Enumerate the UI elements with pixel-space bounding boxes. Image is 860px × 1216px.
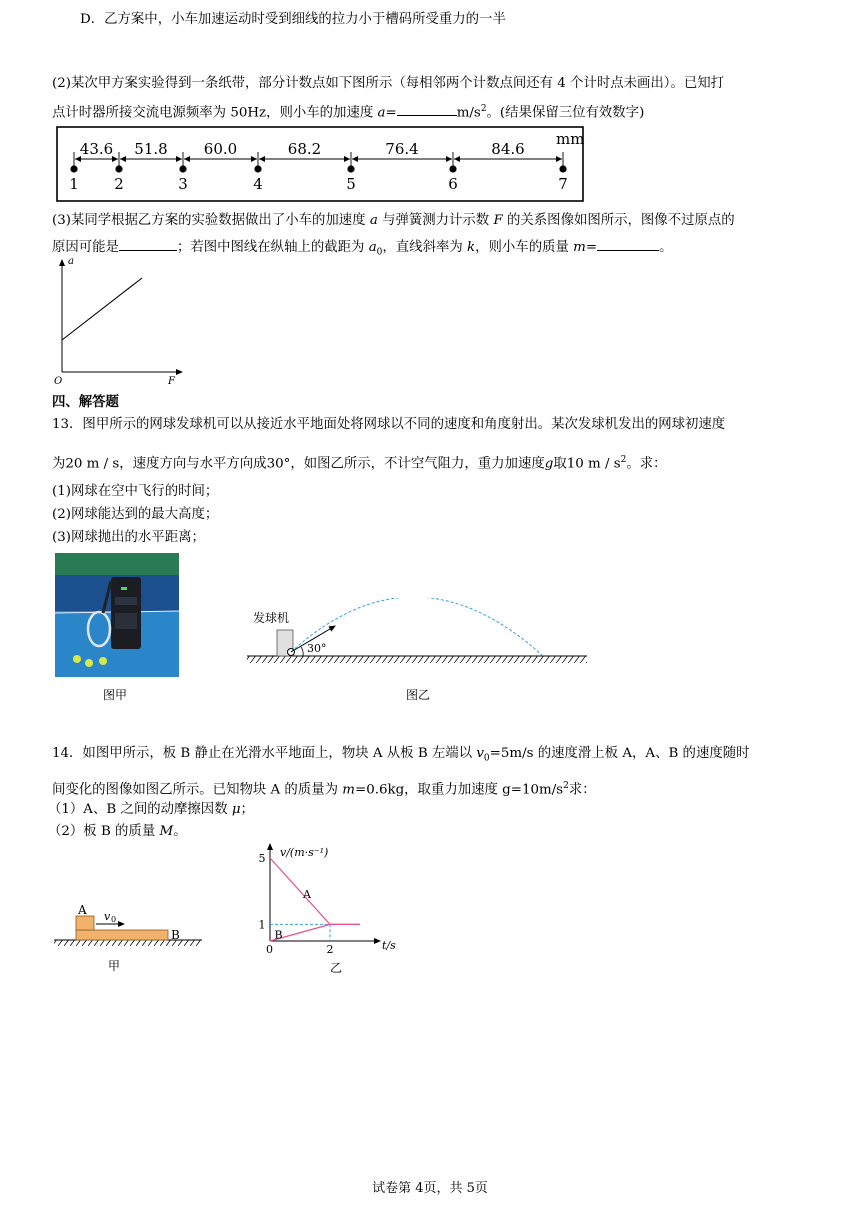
answer-blank-mass[interactable] (597, 236, 659, 251)
tape-point-label: 2 (114, 175, 124, 193)
tape-dot (70, 165, 77, 172)
q3-line2: 原因可能是 ；若图中图线在纵轴上的截距为 $a_0$，直线斜率为 k，则小车的质量 m= 。 (52, 236, 672, 263)
tape-dot (347, 165, 354, 172)
series-label-a: A (303, 887, 311, 901)
q13-line1: 13．图甲所示的网球发球机可以从接近水平地面处将网球以不同的速度和角度射出。某次发球机发出的网球初速度 (52, 417, 726, 432)
q13-line2: 为20 m / s，速度方向与水平方向成30°，如图乙所示，不计空气阻力，重力加速度g取10 m / $s^2$。求： (52, 455, 667, 472)
answer-blank-reason[interactable] (119, 236, 177, 251)
figure-yi-caption: 图乙 (406, 688, 431, 702)
tape-unit: mm (556, 130, 585, 148)
tape-segment-label: 76.4 (385, 140, 419, 158)
origin-label: O (54, 376, 63, 387)
q14-sub1: （1）A、B 之间的动摩擦因数 μ； (48, 802, 254, 817)
tape-segment-label: 43.6 (79, 140, 114, 158)
q2-line1: (2)某次甲方案实验得到一条纸带，部分计数点如下图所示（每相邻两个计数点间还有 4 个计时点未画出）。已知打 (52, 76, 725, 91)
tape-segment-label: 60.0 (203, 140, 238, 158)
vt-chart (248, 838, 408, 978)
q2-line2: 点计时器所接交流电源频率为 50Hz，则小车的加速度 $a= m/s^2$。(结果保留三位有效数字) (52, 99, 644, 123)
fig14-jia-caption: 甲 (108, 959, 121, 973)
figure-jia-caption: 图甲 (103, 688, 128, 702)
projectile-diagram (245, 598, 590, 670)
block-a (76, 916, 94, 930)
x-tick-label: 2 (326, 943, 334, 956)
a-f-graph (50, 254, 190, 388)
tape-segment-label: 68.2 (287, 140, 322, 158)
angle-label: 30° (307, 642, 327, 655)
y-tick-label: 5 (258, 852, 266, 865)
launcher-label: 发球机 (253, 611, 290, 625)
vt-x-label: t/s (382, 939, 396, 952)
x-axis-label: F (168, 376, 175, 387)
tape-point-label: 5 (346, 175, 356, 193)
fig14-yi-caption: 乙 (330, 961, 343, 975)
tape-point-label: 6 (448, 175, 458, 193)
option-d: D．乙方案中，小车加速运动时受到细线的拉力小于槽码所受重力的一半 (80, 12, 506, 27)
tape-point-label: 7 (558, 175, 568, 193)
tape-dot (559, 165, 566, 172)
vt-origin: 0 (266, 943, 273, 956)
vt-y-label: v/(m·s⁻¹) (280, 846, 329, 859)
tape-point-label: 4 (253, 175, 263, 193)
svg-text:v: v (104, 910, 111, 923)
q13-sub3: (3)网球抛出的水平距离； (52, 530, 205, 545)
board-b (76, 930, 168, 940)
q14-line1: 14．如图甲所示，板 B 静止在光滑水平地面上，物块 A 从板 B 左端以 $v_0=5m/s$ 的速度滑上板 A，A、B 的速度随时 (52, 746, 750, 764)
series-B (270, 924, 360, 941)
q13-sub1: (1)网球在空中飞行的时间； (52, 484, 219, 499)
tape-point-label: 1 (69, 175, 79, 193)
graph-line (62, 278, 142, 340)
answer-blank[interactable] (397, 101, 457, 116)
tape-point-label: 3 (178, 175, 188, 193)
paper-tape-diagram (56, 126, 586, 204)
svg-text:B: B (171, 928, 180, 942)
q14-sub2: （2）板 B 的质量 M。 (48, 824, 187, 839)
tape-dot (115, 165, 122, 172)
tape-segment-label: 84.6 (491, 140, 525, 158)
tennis-machine-photo (55, 553, 179, 677)
q14-line2: 间变化的图像如图乙所示。已知物块 A 的质量为 m=0.6kg，取重力加速度 $g=10m/s^2$求： (52, 781, 596, 798)
section-title: 四、解答题 (52, 395, 119, 410)
page-footer: 试卷第 4页，共 5页 (372, 1181, 488, 1196)
trajectory-curve (291, 598, 543, 656)
series-A (270, 858, 360, 924)
tape-dot (449, 165, 456, 172)
tape-dot (179, 165, 186, 172)
series-label-b: B (274, 928, 283, 942)
svg-text:0: 0 (111, 915, 117, 924)
q13-sub2: (2)网球能达到的最大高度； (52, 507, 219, 522)
q3-line1: (3)某同学根据乙方案的实验数据做出了小车的加速度 a 与弹簧测力计示数 F 的关系图像如图所示，图像不过原点的 (52, 213, 735, 228)
y-tick-label: 1 (258, 918, 266, 932)
tape-segment-label: 51.8 (134, 140, 168, 158)
svg-text:A: A (78, 903, 87, 917)
tape-dot (254, 165, 261, 172)
y-axis-label: a (68, 256, 74, 267)
block-board-diagram (52, 898, 207, 978)
